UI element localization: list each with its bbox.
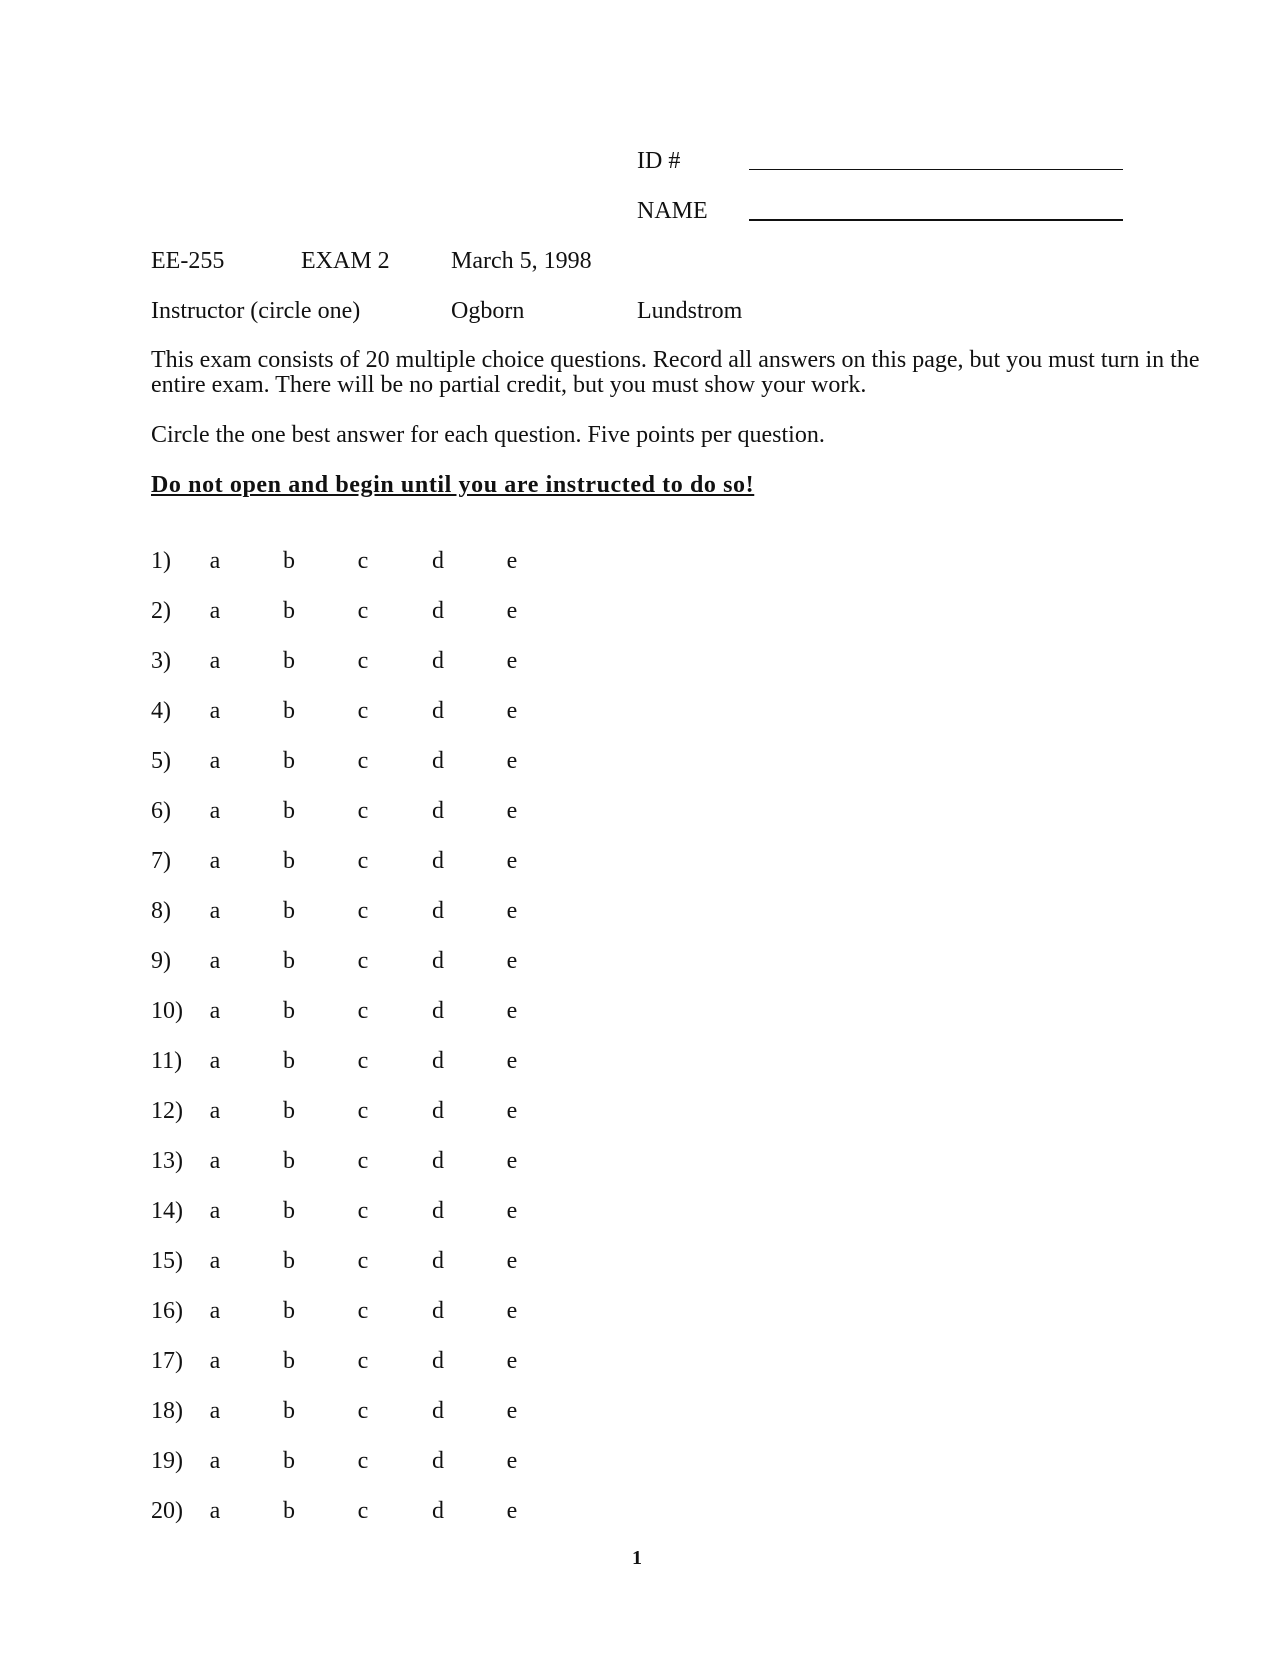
- answer-choice-e[interactable]: e: [506, 598, 518, 624]
- answer-choice-e[interactable]: e: [506, 698, 518, 724]
- answer-choice-e[interactable]: e: [506, 1248, 518, 1274]
- answer-choice-b[interactable]: b: [283, 1198, 295, 1224]
- answer-row: [151, 1096, 551, 1126]
- answer-choice-c[interactable]: c: [357, 1098, 369, 1124]
- question-number: 13): [151, 1148, 183, 1174]
- answer-row: [151, 1396, 551, 1426]
- answer-choice-d[interactable]: d: [432, 1398, 444, 1424]
- answer-choice-d[interactable]: d: [432, 1298, 444, 1324]
- question-number: 18): [151, 1398, 183, 1424]
- instructor-option-lundstrom[interactable]: Lundstrom: [637, 298, 743, 324]
- instructor-label: Instructor (circle one): [151, 298, 361, 324]
- answer-choice-c[interactable]: c: [357, 1198, 369, 1224]
- answer-choice-a[interactable]: a: [209, 1148, 221, 1174]
- answer-choice-a[interactable]: a: [209, 998, 221, 1024]
- answer-row: [151, 596, 551, 626]
- answer-choice-d[interactable]: d: [432, 1248, 444, 1274]
- answer-choice-b[interactable]: b: [283, 848, 295, 874]
- question-number: 17): [151, 1348, 183, 1374]
- scoring-note: Circle the one best answer for each question. Five points per question.: [151, 422, 825, 448]
- answer-choice-c[interactable]: c: [357, 898, 369, 924]
- answer-choice-d[interactable]: d: [432, 548, 444, 574]
- answer-grid: [151, 546, 551, 1546]
- answer-choice-a[interactable]: a: [209, 648, 221, 674]
- answer-choice-d[interactable]: d: [432, 748, 444, 774]
- answer-choice-e[interactable]: e: [506, 1398, 518, 1424]
- answer-choice-b[interactable]: b: [283, 1298, 295, 1324]
- name-field[interactable]: [749, 219, 1123, 221]
- answer-choice-b[interactable]: b: [283, 1098, 295, 1124]
- answer-row: [151, 1046, 551, 1076]
- id-field[interactable]: [749, 169, 1123, 170]
- answer-choice-b[interactable]: b: [283, 648, 295, 674]
- instructions-paragraph: This exam consists of 20 multiple choice questions. Record all answers on this page, but you must turn in the entire exam. There will be no partial credit, but you must show your work.: [151, 347, 1200, 398]
- answer-choice-c[interactable]: c: [357, 1048, 369, 1074]
- answer-choice-b[interactable]: b: [283, 598, 295, 624]
- answer-choice-a[interactable]: a: [209, 898, 221, 924]
- answer-choice-c[interactable]: c: [357, 748, 369, 774]
- answer-row: [151, 946, 551, 976]
- answer-choice-e[interactable]: e: [506, 748, 518, 774]
- answer-choice-d[interactable]: d: [432, 698, 444, 724]
- answer-choice-c[interactable]: c: [357, 948, 369, 974]
- question-number: 2): [151, 598, 171, 624]
- answer-choice-a[interactable]: a: [209, 748, 221, 774]
- answer-choice-c[interactable]: c: [357, 1448, 369, 1474]
- answer-choice-b[interactable]: b: [283, 948, 295, 974]
- answer-choice-c[interactable]: c: [357, 1348, 369, 1374]
- question-number: 6): [151, 798, 171, 824]
- course-code: EE-255: [151, 248, 225, 274]
- answer-row: [151, 996, 551, 1026]
- answer-choice-d[interactable]: d: [432, 998, 444, 1024]
- answer-choice-a[interactable]: a: [209, 848, 221, 874]
- answer-choice-e[interactable]: e: [506, 1498, 518, 1524]
- answer-choice-c[interactable]: c: [357, 1498, 369, 1524]
- answer-choice-a[interactable]: a: [209, 1448, 221, 1474]
- question-number: 1): [151, 548, 171, 574]
- page-number: 1: [632, 1547, 642, 1569]
- answer-row: [151, 696, 551, 726]
- answer-choice-c[interactable]: c: [357, 998, 369, 1024]
- answer-choice-a[interactable]: a: [209, 598, 221, 624]
- answer-choice-d[interactable]: d: [432, 1498, 444, 1524]
- question-number: 3): [151, 648, 171, 674]
- answer-choice-e[interactable]: e: [506, 1148, 518, 1174]
- question-number: 10): [151, 998, 183, 1024]
- answer-choice-b[interactable]: b: [283, 1498, 295, 1524]
- answer-row: [151, 846, 551, 876]
- answer-choice-e[interactable]: e: [506, 1048, 518, 1074]
- answer-choice-c[interactable]: c: [357, 1298, 369, 1324]
- warning-text: Do not open and begin until you are instructed to do so!: [151, 472, 755, 498]
- answer-choice-d[interactable]: d: [432, 948, 444, 974]
- answer-choice-a[interactable]: a: [209, 1098, 221, 1124]
- answer-choice-a[interactable]: a: [209, 1498, 221, 1524]
- answer-choice-c[interactable]: c: [357, 598, 369, 624]
- answer-choice-e[interactable]: e: [506, 1098, 518, 1124]
- answer-choice-b[interactable]: b: [283, 1348, 295, 1374]
- answer-row: [151, 646, 551, 676]
- question-number: 8): [151, 898, 171, 924]
- answer-choice-e[interactable]: e: [506, 898, 518, 924]
- answer-choice-a[interactable]: a: [209, 1198, 221, 1224]
- answer-choice-b[interactable]: b: [283, 698, 295, 724]
- question-number: 9): [151, 948, 171, 974]
- answer-choice-e[interactable]: e: [506, 798, 518, 824]
- answer-choice-d[interactable]: d: [432, 648, 444, 674]
- answer-row: [151, 746, 551, 776]
- answer-choice-e[interactable]: e: [506, 1198, 518, 1224]
- answer-choice-b[interactable]: b: [283, 1448, 295, 1474]
- question-number: 14): [151, 1198, 183, 1224]
- answer-row: [151, 546, 551, 576]
- answer-choice-b[interactable]: b: [283, 748, 295, 774]
- question-number: 15): [151, 1248, 183, 1274]
- answer-row: [151, 1146, 551, 1176]
- exam-title: EXAM 2: [301, 248, 390, 274]
- answer-row: [151, 796, 551, 826]
- answer-choice-c[interactable]: c: [357, 1398, 369, 1424]
- answer-choice-c[interactable]: c: [357, 548, 369, 574]
- question-number: 5): [151, 748, 171, 774]
- answer-row: [151, 1446, 551, 1476]
- answer-choice-a[interactable]: a: [209, 1048, 221, 1074]
- answer-choice-d[interactable]: d: [432, 798, 444, 824]
- question-number: 16): [151, 1298, 183, 1324]
- id-label: ID #: [637, 148, 681, 174]
- answer-row: [151, 1196, 551, 1226]
- answer-choice-e[interactable]: e: [506, 948, 518, 974]
- name-label: NAME: [637, 198, 708, 224]
- answer-row: [151, 896, 551, 926]
- answer-choice-a[interactable]: a: [209, 1298, 221, 1324]
- answer-choice-c[interactable]: c: [357, 1248, 369, 1274]
- answer-choice-a[interactable]: a: [209, 1248, 221, 1274]
- answer-row: [151, 1346, 551, 1376]
- answer-choice-a[interactable]: a: [209, 1398, 221, 1424]
- answer-choice-d[interactable]: d: [432, 1198, 444, 1224]
- question-number: 20): [151, 1498, 183, 1524]
- answer-choice-d[interactable]: d: [432, 1148, 444, 1174]
- answer-choice-e[interactable]: e: [506, 1448, 518, 1474]
- answer-choice-b[interactable]: b: [283, 548, 295, 574]
- exam-date: March 5, 1998: [451, 248, 592, 274]
- answer-choice-e[interactable]: e: [506, 848, 518, 874]
- answer-choice-d[interactable]: d: [432, 1098, 444, 1124]
- answer-choice-a[interactable]: a: [209, 798, 221, 824]
- question-number: 4): [151, 698, 171, 724]
- question-number: 11): [151, 1048, 183, 1074]
- answer-choice-e[interactable]: e: [506, 548, 518, 574]
- question-number: 7): [151, 848, 171, 874]
- answer-row: [151, 1296, 551, 1326]
- answer-choice-a[interactable]: a: [209, 548, 221, 574]
- answer-row: [151, 1496, 551, 1526]
- answer-choice-c[interactable]: c: [357, 848, 369, 874]
- question-number: 19): [151, 1448, 183, 1474]
- answer-choice-d[interactable]: d: [432, 598, 444, 624]
- answer-choice-c[interactable]: c: [357, 798, 369, 824]
- answer-choice-c[interactable]: c: [357, 698, 369, 724]
- answer-row: [151, 1246, 551, 1276]
- answer-choice-c[interactable]: c: [357, 1148, 369, 1174]
- answer-choice-b[interactable]: b: [283, 798, 295, 824]
- instructor-option-ogborn[interactable]: Ogborn: [451, 298, 525, 324]
- answer-choice-d[interactable]: d: [432, 848, 444, 874]
- answer-choice-d[interactable]: d: [432, 898, 444, 924]
- answer-choice-e[interactable]: e: [506, 1348, 518, 1374]
- answer-choice-e[interactable]: e: [506, 998, 518, 1024]
- answer-choice-e[interactable]: e: [506, 648, 518, 674]
- answer-choice-b[interactable]: b: [283, 898, 295, 924]
- answer-choice-d[interactable]: d: [432, 1448, 444, 1474]
- answer-choice-b[interactable]: b: [283, 1248, 295, 1274]
- answer-choice-b[interactable]: b: [283, 998, 295, 1024]
- answer-choice-d[interactable]: d: [432, 1348, 444, 1374]
- answer-choice-a[interactable]: a: [209, 948, 221, 974]
- answer-choice-d[interactable]: d: [432, 1048, 444, 1074]
- answer-choice-e[interactable]: e: [506, 1298, 518, 1324]
- question-number: 12): [151, 1098, 183, 1124]
- answer-choice-a[interactable]: a: [209, 1348, 221, 1374]
- answer-choice-b[interactable]: b: [283, 1048, 295, 1074]
- answer-choice-b[interactable]: b: [283, 1398, 295, 1424]
- answer-choice-a[interactable]: a: [209, 698, 221, 724]
- answer-choice-c[interactable]: c: [357, 648, 369, 674]
- answer-choice-b[interactable]: b: [283, 1148, 295, 1174]
